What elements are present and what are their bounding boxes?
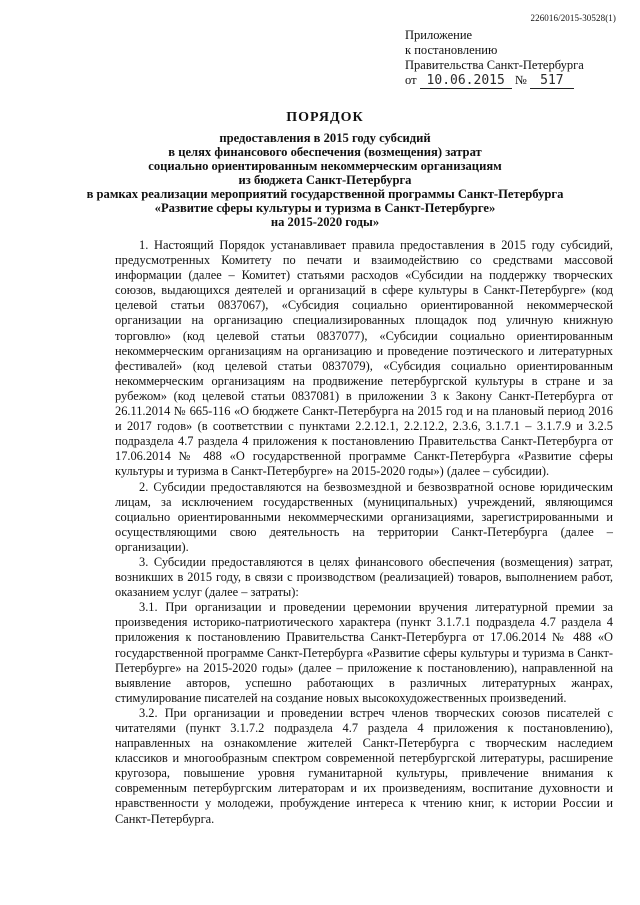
- paragraph-2: 2. Субсидии предоставляются на безвозмездной и безвозвратной основе юридическим лицам, за исключением государственных (муниципальных) учреждений, являющимся социально ориентированными некоммерческими организациями, зарегистрированными и осуществляющими свою деятельность на территории Санкт-Петербурга (далее – организации).: [115, 479, 613, 554]
- attachment-date-line: [405, 73, 584, 89]
- paragraph-3-2: 3.2. При организации и проведении встреч членов творческих союзов писателей с читателями (пункт 3.1.7.2 подраздела 4.7 раздела 4 приложения к постановлению), направленных на ознакомление жителей Санкт-Петербурга с творческим наследием классиков и многообразным спектром современной петербургской литературы, расширение кругозора, повышение уровня гуманитарной культуры, привлечение внимания к современным петербургским литераторам и их произведениям, воспитание духовности и нравственности у молодежи, пробуждение интереса к чтению книг, к истории России и Санкт-Петербурга.: [115, 705, 613, 826]
- title-line: в рамках реализации мероприятий государственной программы Санкт-Петербурга: [86, 187, 564, 201]
- title-line: в целях финансового обеспечения (возмещения) затрат: [168, 145, 482, 159]
- date-prefix: от: [405, 73, 417, 87]
- number-prefix: №: [514, 73, 527, 87]
- number-value: 517: [540, 73, 564, 88]
- attachment-label: Приложение: [405, 28, 473, 42]
- date-value: 10.06.2015: [426, 73, 505, 88]
- attachment-government-label: Правительства Санкт-Петербурга: [405, 58, 584, 72]
- attachment-header: [405, 28, 584, 89]
- date-field: [420, 73, 512, 89]
- title-line: предоставления в 2015 году субсидий: [219, 131, 431, 145]
- title-line: на 2015-2020 годы»: [270, 215, 380, 229]
- paragraph-3: 3. Субсидии предоставляются в целях финансового обеспечения (возмещения) затрат, возникших в 2015 году, в связи с производством (реализацией) товаров, выполнением работ, оказанием услуг (далее – затраты):: [115, 554, 613, 600]
- title-line: из бюджета Санкт-Петербурга: [238, 173, 412, 187]
- paragraph-3-1: 3.1. При организации и проведении церемонии вручения литературной премии за произведения историко-патриотического характера (пункт 3.1.7.1 подраздела 4.7 раздела 4 приложения к постановлению Правительства Санкт-Петербурга от 17.06.2014 № 488 «О государственной программе Санкт-Петербурга «Развитие сферы культуры и туризма в Санкт-Петербурге» на 2015-2020 годы» (далее – приложение к постановлению), направленной на выявление авторов, успешно работающих в различных литературных жанрах, стимулирование писателей на создание новых высокохудожественных произведений.: [115, 600, 613, 705]
- title-line: социально ориентированным некоммерческим организациям: [148, 159, 502, 173]
- attachment-resolution-label: к постановлению: [405, 43, 498, 57]
- title-heading: ПОРЯДОК: [286, 110, 364, 125]
- document-title: [86, 111, 564, 229]
- paragraph-1: 1. Настоящий Порядок устанавливает правила предоставления в 2015 году субсидий, предусмотренных Комитету по печати и взаимодействию со средствами массовой информации (далее – Комитет) статьями расходов «Субсидии на поддержку творческих союзов, выдающихся деятелей и организаций в сфере культуры в Санкт-Петербурге» (код целевой статьи 0837067), «Субсидия социально ориентированной некоммерческой организации на организацию специализированных площадок под уличную книжную торговлю» (код целевой статьи 0837077), «Субсидии социально ориентированным некоммерческим организациям на организацию и проведение поэтического и литературных фестивалей» (код целевой статьи 0837079), «Субсидия социально ориентированным некоммерческим организациям на продвижение петербургской культуры в стране и за рубежом» (код целевой статьи 0837081) в приложении 3 к Закону Санкт-Петербурга от 26.11.2014 № 665-116 «О бюджете Санкт-Петербурга на 2015 год и на плановый период 2016 и 2017 годов» (в соответствии с пунктами 2.2.12.1, 2.2.12.2, 2.3.6, 3.1.7.1 – 3.1.7.9 и 3.2.5 подраздела 4.7 раздела 4 приложения к постановлению Правительства Санкт-Петербурга от 17.06.2014 № 488 «О государственной программе Санкт-Петербурга «Развитие сферы культуры и туризма в Санкт-Петербурге» на 2015-2020 годы») (далее – субсидии).: [115, 238, 613, 479]
- number-field: [530, 73, 574, 89]
- document-body: [115, 238, 613, 827]
- document-number: 226016/2015-30528(1): [530, 13, 616, 23]
- title-line: «Развитие сферы культуры и туризма в Санкт-Петербурге»: [154, 201, 496, 215]
